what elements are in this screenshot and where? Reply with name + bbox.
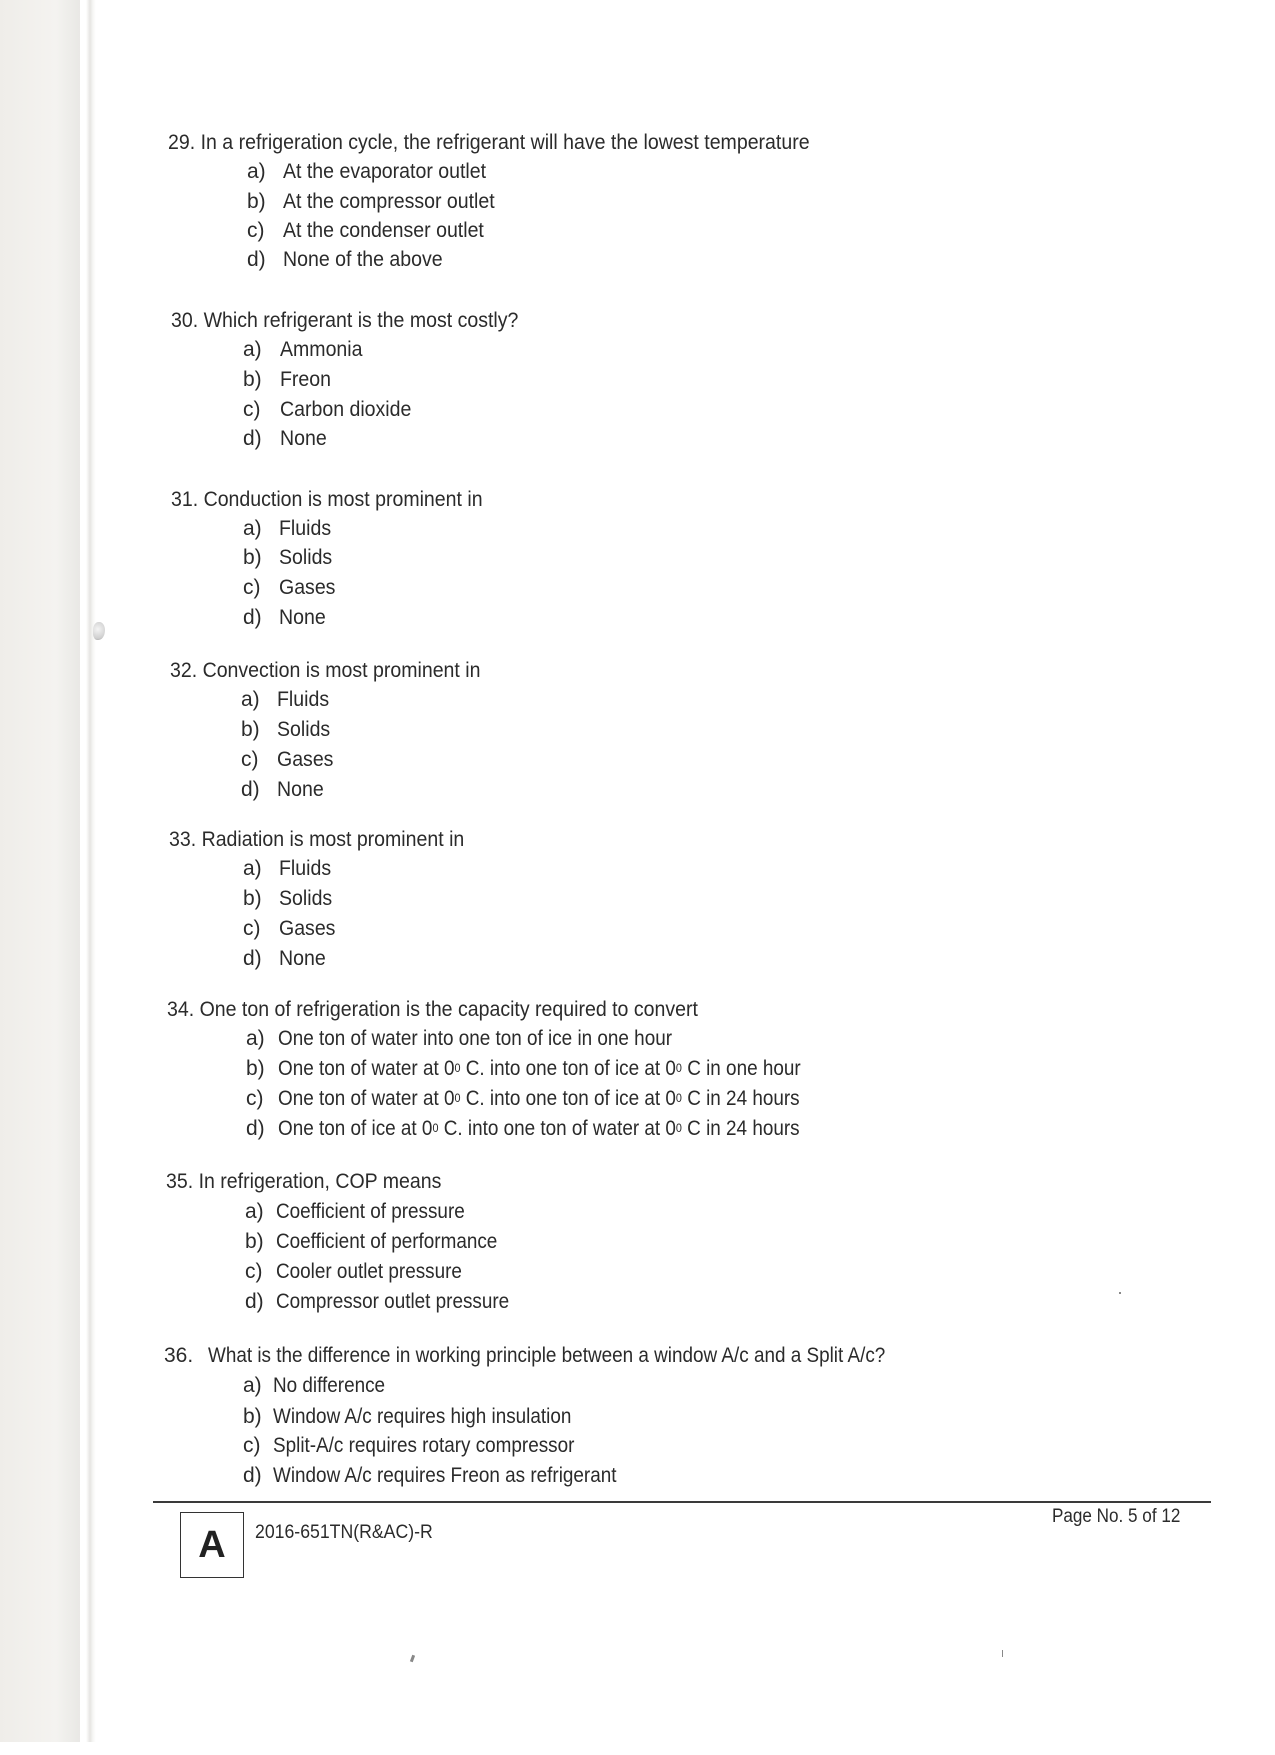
option-letter: b) <box>243 1405 262 1428</box>
option-letter: c) <box>245 1260 263 1283</box>
option-letter: d) <box>243 947 262 970</box>
option-text: No difference <box>273 1374 386 1397</box>
option-text: None of the above <box>283 248 443 271</box>
set-letter-box: A <box>180 1512 244 1578</box>
option-letter: c) <box>243 1434 261 1457</box>
question-number: 29. <box>168 131 196 154</box>
option-letter: a) <box>247 160 266 183</box>
option-text: None <box>277 778 324 801</box>
question-number: 36. <box>164 1344 194 1367</box>
option-text: Fluids <box>279 857 332 880</box>
page-number: Page No. 5 of 12 <box>1052 1506 1181 1527</box>
option-letter: b) <box>245 1230 264 1253</box>
option-text: Fluids <box>279 517 332 540</box>
question-text: In a refrigeration cycle, the refrigerant will have the lowest temperature <box>200 131 810 154</box>
scan-speck <box>1119 1292 1121 1294</box>
option-text: None <box>280 427 327 450</box>
option-letter: b) <box>241 718 260 741</box>
option-text: Cooler outlet pressure <box>276 1260 462 1283</box>
option-letter: c) <box>246 1087 264 1110</box>
option-letter: b) <box>243 546 262 569</box>
option-text: At the evaporator outlet <box>283 160 487 183</box>
option-letter: d) <box>243 427 262 450</box>
option-text: Freon <box>280 368 332 391</box>
question-number: 33. <box>169 828 197 851</box>
option-letter: a) <box>243 338 262 361</box>
option-text: At the compressor outlet <box>283 190 495 213</box>
option-letter: c) <box>247 219 265 242</box>
option-text: One ton of ice at $0^0$ C. into one ton of water at $0^0$ C in 24 hours <box>278 1117 800 1140</box>
option-letter: c) <box>241 748 259 771</box>
option-letter: a) <box>243 517 262 540</box>
option-text: Solids <box>279 887 333 910</box>
scan-speck <box>410 1655 415 1663</box>
question-text: Conduction is most prominent in <box>203 488 483 511</box>
scan-binding-margin <box>0 0 80 1742</box>
option-letter: c) <box>243 917 261 940</box>
option-letter: b) <box>243 887 262 910</box>
option-text: Solids <box>277 718 331 741</box>
option-letter: a) <box>246 1027 265 1050</box>
option-letter: a) <box>241 688 260 711</box>
question-number: 34. <box>167 998 195 1021</box>
option-text: Split-A/c requires rotary compressor <box>273 1434 575 1457</box>
option-text: Gases <box>279 917 336 940</box>
option-letter: b) <box>246 1057 265 1080</box>
option-letter: a) <box>245 1200 264 1223</box>
question-number: 30. <box>171 309 199 332</box>
option-text: Gases <box>279 576 336 599</box>
scan-page-edge <box>86 0 96 1742</box>
option-letter: d) <box>243 1464 262 1487</box>
option-text: Window A/c requires high insulation <box>273 1405 572 1428</box>
option-letter: a) <box>243 1374 262 1397</box>
question-number: 35. <box>166 1170 194 1193</box>
option-letter: d) <box>245 1290 264 1313</box>
staple-mark <box>93 622 105 640</box>
question-text: One ton of refrigeration is the capacity required to convert <box>199 998 698 1021</box>
option-text: Compressor outlet pressure <box>276 1290 510 1313</box>
option-text: Gases <box>277 748 334 771</box>
option-text: One ton of water at $0^0$ C. into one ton of ice at $0^0$ C in 24 hours <box>278 1087 800 1110</box>
option-letter: b) <box>247 190 266 213</box>
paper-code: 2016-651TN(R&AC)-R <box>255 1522 433 1543</box>
question-text: Convection is most prominent in <box>202 659 481 682</box>
question-number: 32. <box>170 659 198 682</box>
question-text: Which refrigerant is the most costly? <box>203 309 519 332</box>
option-letter: d) <box>247 248 266 271</box>
option-text: Coefficient of performance <box>276 1230 498 1253</box>
option-text: Carbon dioxide <box>280 398 412 421</box>
option-letter: b) <box>243 368 262 391</box>
option-text: Fluids <box>277 688 330 711</box>
option-text: One ton of water at $0^0$ C. into one ton of ice at $0^0$ C in one hour <box>278 1057 801 1080</box>
option-text: None <box>279 606 326 629</box>
option-text: Solids <box>279 546 333 569</box>
option-letter: d) <box>243 606 262 629</box>
question-text: What is the difference in working principle between a window A/c and a Split A/c? <box>208 1344 886 1367</box>
option-letter: a) <box>243 857 262 880</box>
option-text: Window A/c requires Freon as refrigerant <box>273 1464 617 1487</box>
option-text: None <box>279 947 326 970</box>
option-text: At the condenser outlet <box>283 219 484 242</box>
option-text: Ammonia <box>280 338 363 361</box>
option-text: Coefficient of pressure <box>276 1200 465 1223</box>
question-number: 31. <box>171 488 199 511</box>
scan-speck <box>1002 1650 1003 1657</box>
question-text: In refrigeration, COP means <box>198 1170 442 1193</box>
footer-divider <box>153 1501 1211 1503</box>
option-letter: d) <box>246 1117 265 1140</box>
option-letter: c) <box>243 576 261 599</box>
option-letter: c) <box>243 398 261 421</box>
option-text: One ton of water into one ton of ice in one hour <box>278 1027 673 1050</box>
option-letter: d) <box>241 778 260 801</box>
question-text: Radiation is most prominent in <box>201 828 465 851</box>
